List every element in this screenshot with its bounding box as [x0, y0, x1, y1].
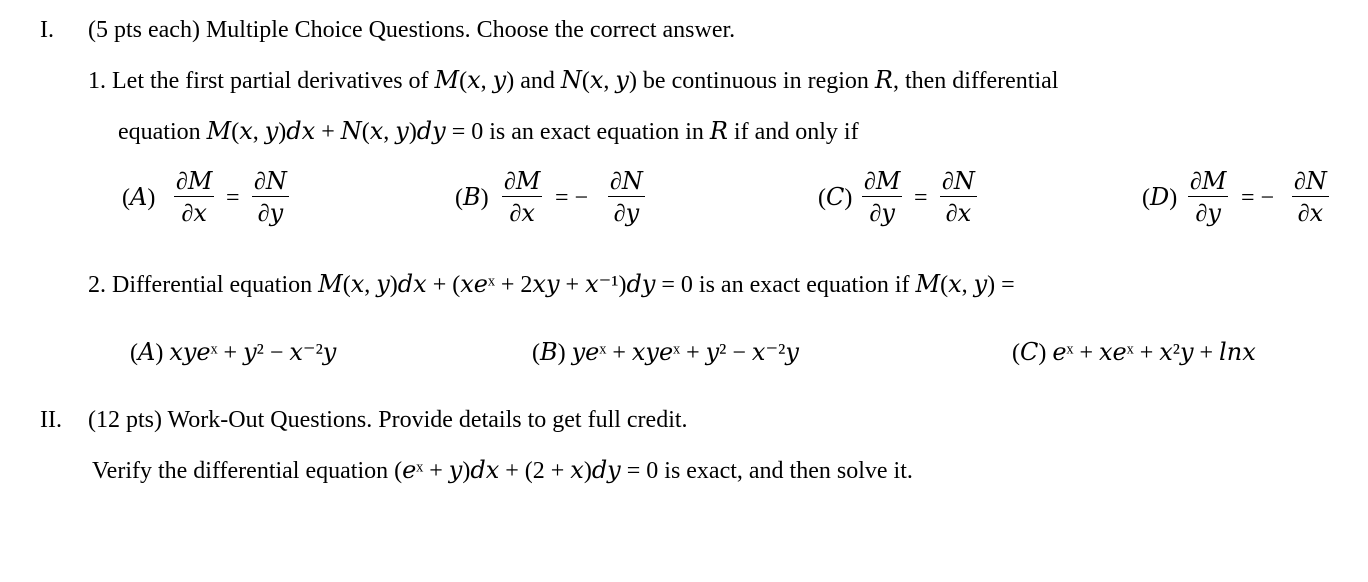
option-d-lhs-fraction: [1188, 167, 1228, 228]
option-a-lhs-fraction: [174, 167, 214, 228]
option-b-lhs-numerator: ∂𝑀: [504, 169, 541, 195]
option-a-rhs-fraction: [252, 167, 289, 228]
question-2-option-c: (𝐶) 𝑒ˣ + 𝑥𝑒ˣ + 𝑥²𝑦 + 𝑙𝑛𝑥: [1012, 340, 1256, 366]
option-c-rhs-denominator: ∂𝑥: [940, 196, 977, 228]
section-2-problem: Verify the differential equation (𝑒ˣ + 𝑦)𝑑𝑥 + (2 + 𝑥)𝑑𝑦 = 0 is exact, and then solve it.: [92, 458, 913, 484]
option-a-rhs-numerator: ∂𝑁: [254, 169, 287, 195]
option-a-lhs-numerator: ∂𝑀: [176, 169, 213, 195]
option-c-lhs-denominator: ∂𝑦: [862, 196, 902, 228]
option-c-rhs-fraction: [940, 167, 977, 228]
section-2-numeral: II.: [40, 407, 62, 433]
section-1-numeral: I.: [40, 17, 54, 43]
option-a-rhs-denominator: ∂𝑦: [252, 196, 289, 228]
option-d-lhs-denominator: ∂𝑦: [1188, 196, 1228, 228]
option-b-label: (𝐵): [455, 185, 489, 211]
option-c-label: (𝐶): [818, 185, 853, 211]
option-a-sign: =: [226, 185, 240, 211]
option-b-rhs-denominator: ∂𝑦: [608, 196, 645, 228]
question-2-option-a: (𝐴) 𝑥𝑦𝑒ˣ + 𝑦² − 𝑥⁻²𝑦: [130, 340, 337, 366]
question-1-text-line2: equation 𝑀(𝑥, 𝑦)𝑑𝑥 + 𝑁(𝑥, 𝑦)𝑑𝑦 = 0 is an exact equation in 𝑅 if and only if: [118, 119, 859, 145]
option-c-lhs-fraction: [862, 167, 902, 228]
option-c-sign: =: [914, 185, 928, 211]
option-b-sign: = −: [555, 185, 589, 211]
option-b-rhs-fraction: [608, 167, 645, 228]
option-a-label: (𝐴): [122, 185, 156, 211]
option-b-lhs-denominator: ∂𝑥: [502, 196, 542, 228]
option-d-rhs-fraction: [1292, 167, 1329, 228]
section-2-heading: (12 pts) Work-Out Questions. Provide details to get full credit.: [88, 407, 688, 433]
option-d-rhs-numerator: ∂𝑁: [1294, 169, 1327, 195]
option-c-lhs-numerator: ∂𝑀: [864, 169, 901, 195]
option-b-rhs-numerator: ∂𝑁: [610, 169, 643, 195]
option-b-lhs-fraction: [502, 167, 542, 228]
option-d-sign: = −: [1241, 185, 1275, 211]
question-1-text-line1: 1. Let the first partial derivatives of 𝑀(𝑥, 𝑦) and 𝑁(𝑥, 𝑦) be continuous in region 𝑅, then differential: [88, 68, 1059, 94]
option-d-label: (𝐷): [1142, 185, 1178, 211]
question-2-option-b: (𝐵) 𝑦𝑒ˣ + 𝑥𝑦𝑒ˣ + 𝑦² − 𝑥⁻²𝑦: [532, 340, 799, 366]
option-c-rhs-numerator: ∂𝑁: [942, 169, 975, 195]
option-a-lhs-denominator: ∂𝑥: [174, 196, 214, 228]
question-2-text: 2. Differential equation 𝑀(𝑥, 𝑦)𝑑𝑥 + (𝑥𝑒ˣ + 2𝑥𝑦 + 𝑥⁻¹)𝑑𝑦 = 0 is an exact equation if 𝑀(𝑥, 𝑦) =: [88, 272, 1015, 298]
option-d-lhs-numerator: ∂𝑀: [1190, 169, 1227, 195]
section-1-heading: (5 pts each) Multiple Choice Questions. Choose the correct answer.: [88, 17, 736, 43]
option-d-rhs-denominator: ∂𝑥: [1292, 196, 1329, 228]
